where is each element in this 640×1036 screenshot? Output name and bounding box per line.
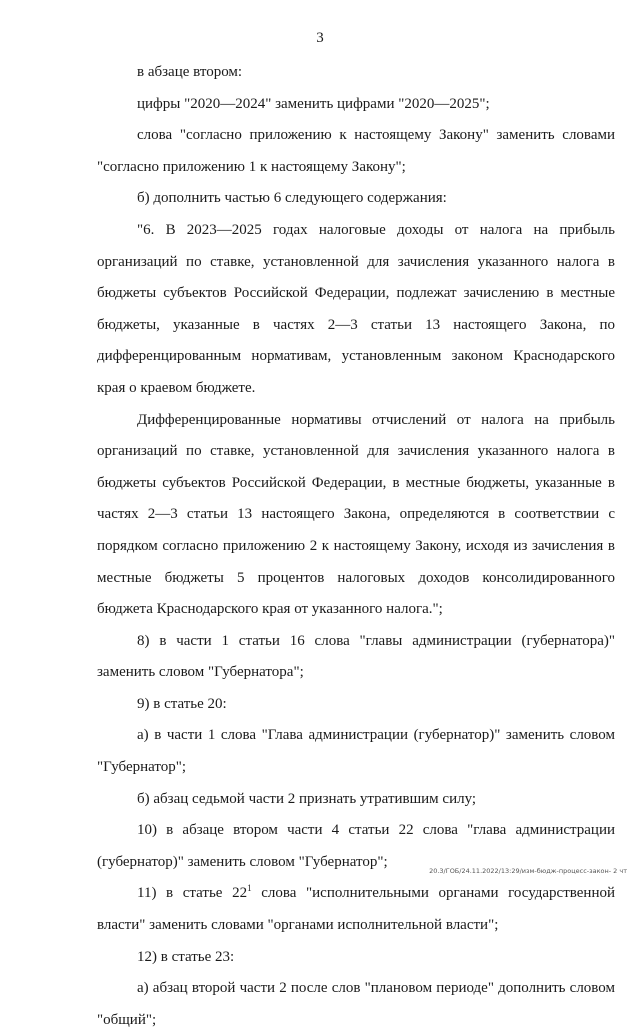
paragraph: а) в части 1 слова "Глава администрации (губернатор)" заменить словом "Губернатор"; [97, 727, 615, 776]
paragraph: 10) в абзаце втором части 4 статьи 22 слова "глава администрации (губернатор)" заменить словом "Губернатор"; [97, 822, 615, 870]
paragraph: б) дополнить частью 6 следующего содержания: [137, 190, 447, 207]
paragraph: в абзаце втором: [137, 64, 243, 80]
paragraph-text: слова "исполнительными органами государственной власти" заменить словами "органами исполнительной власти"; [97, 885, 615, 934]
document-body [97, 57, 615, 1036]
paragraph: Дифференцированные нормативы отчислений от налога на прибыль организаций по ставке, установленной для зачисления указанного налога в бюджеты субъектов Российской Федерации, в местные бюджеты, указанные в частях 2—3 статьи 13 настоящего Закона, определяются в соответствии с порядком согласно приложению 2 к настоящему Закону, исходя из зачисления в местные бюджеты 5 процентов налоговых доходов консолидированного бюджета Краснодарского края от указанного налога."; [97, 411, 615, 618]
paragraph: "6. В 2023—2025 годах налоговые доходы от налога на прибыль организаций по ставке, установленной для зачисления указанного налога в бюджеты субъектов Российской Федерации, подлежат зачислению в местные бюджеты, указанные в частях 2—3 статьи 13 настоящего Закона, по дифференцированным нормативам, установленным законом Краснодарского края о краевом бюджете. [97, 221, 615, 396]
paragraph: 12) в статье 23: [137, 948, 235, 965]
paragraph: 9) в статье 20: [137, 695, 227, 712]
page-number: 3 [316, 30, 324, 46]
paragraph [97, 878, 615, 941]
paragraph: слова "согласно приложению к настоящему Закону" заменить словами "согласно приложению 1 к настоящему Закону"; [97, 127, 615, 175]
paragraph: б) абзац седьмой части 2 признать утратившим силу; [137, 790, 477, 807]
paragraph: а) абзац второй части 2 после слов "плановом периоде" дополнить словом "общий"; [97, 980, 615, 1028]
paragraph: цифры "2020—2024" заменить цифрами "2020—2025"; [137, 95, 490, 112]
paragraph-text: 11) в статье 22 [137, 885, 248, 902]
superscript: 1 [247, 883, 252, 894]
paragraph: 8) в части 1 статьи 16 слова "главы администрации (губернатора)" заменить словом "Губернатора"; [97, 632, 615, 681]
document-footer: 20.3/ГОБ/24.11.2022/13:29/изм-бюдж-процесс-закон- 2 чт [429, 867, 627, 875]
